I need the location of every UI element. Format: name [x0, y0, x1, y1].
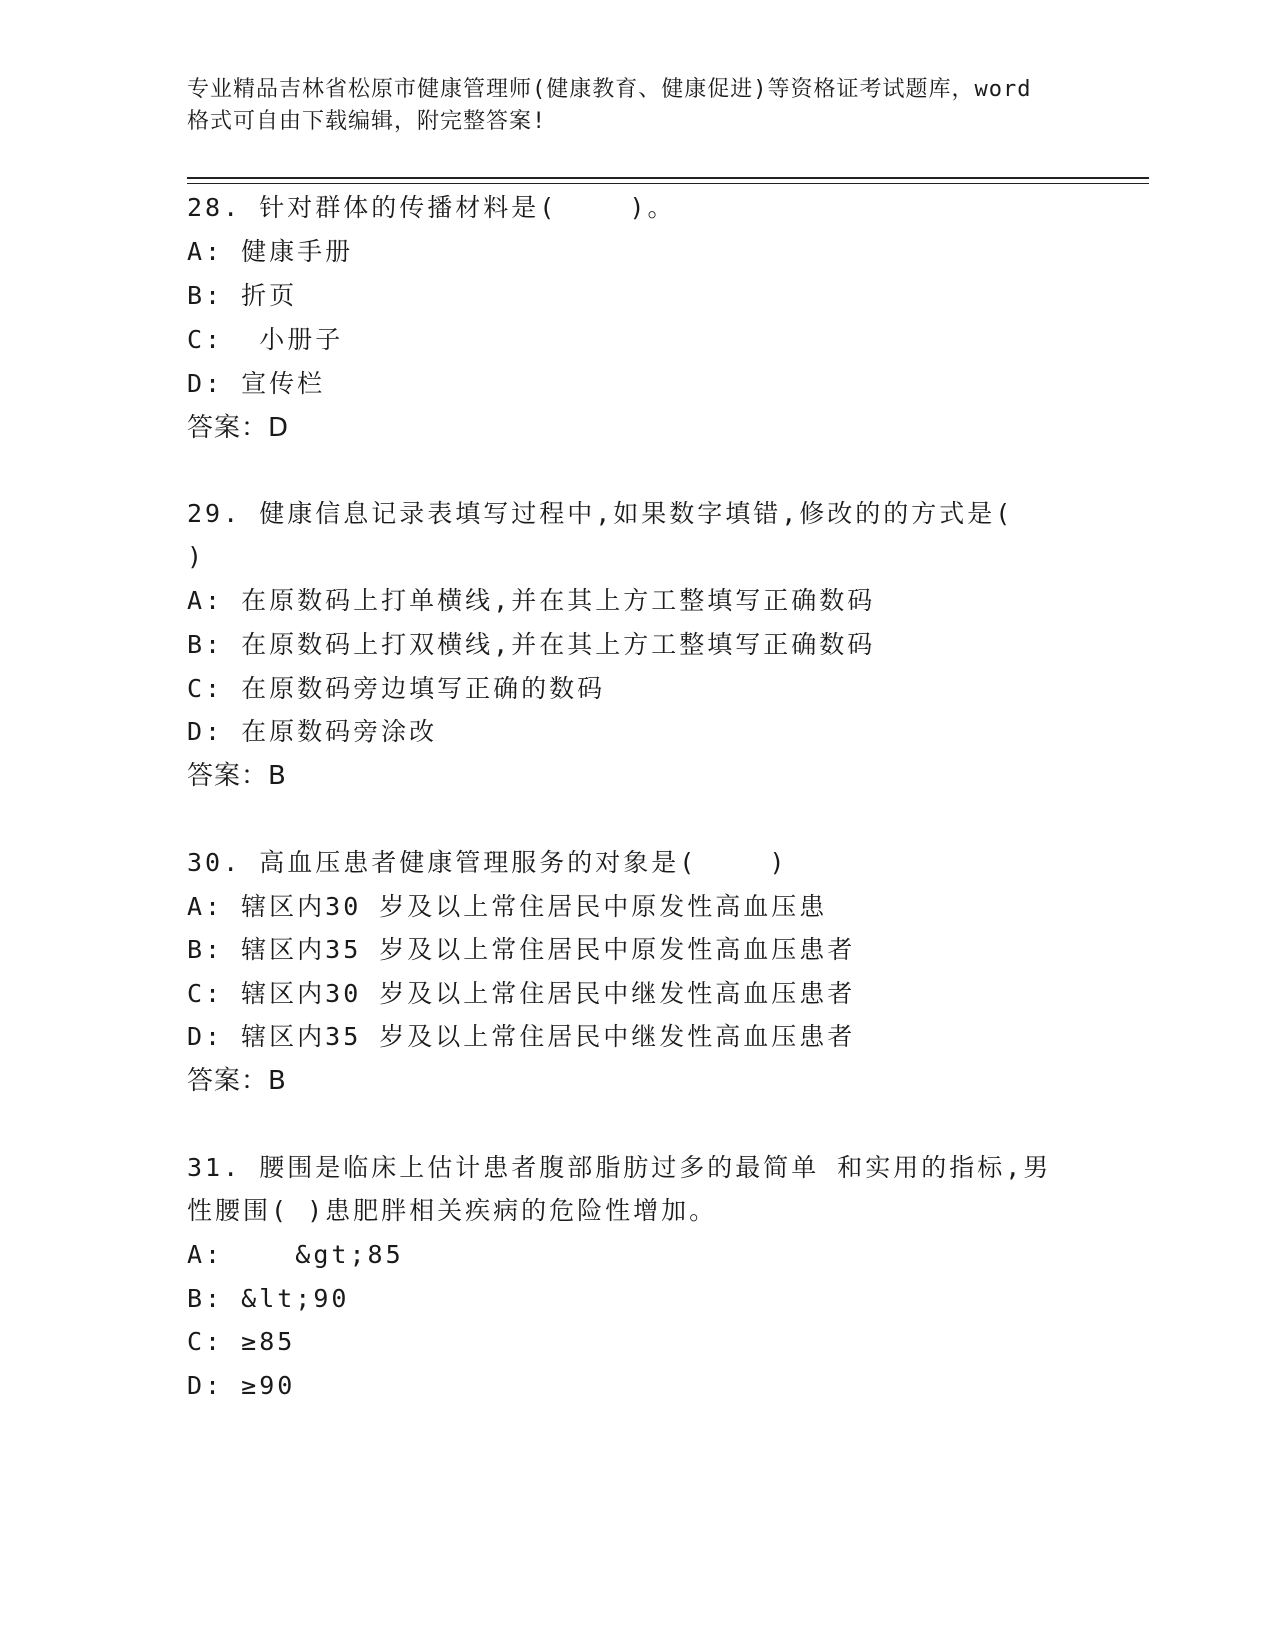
question-29-option-c: C: 在原数码旁边填写正确的数码: [187, 674, 606, 703]
question-31-option-c: C: ≥85: [187, 1327, 296, 1356]
question-29-answer: 答案：B: [187, 761, 287, 791]
question-28-option-a: A: 健康手册: [187, 237, 354, 266]
document-header: [187, 74, 1107, 138]
question-31-stem-line-1: 31. 腰围是临床上估计患者腹部脂肪过多的最简单 和实用的指标,男: [187, 1153, 1052, 1182]
question-29-option-a: A: 在原数码上打单横线,并在其上方工整填写正确数码: [187, 586, 876, 615]
header-divider-thin: [187, 183, 1149, 184]
question-30-option-a: A: 辖区内30 岁及以上常住居民中原发性高血压患: [187, 892, 828, 921]
question-31-stem-line-2: 性腰围( )患肥胖相关疾病的危险性增加。: [187, 1196, 718, 1225]
question-30-option-b: B: 辖区内35 岁及以上常住居民中原发性高血压患者: [187, 935, 856, 964]
question-29-stem-line-1: 29. 健康信息记录表填写过程中,如果数字填错,修改的的方式是(: [187, 499, 1014, 528]
question-28-option-d: D: 宣传栏: [187, 369, 326, 398]
question-30-option-c: C: 辖区内30 岁及以上常住居民中继发性高血压患者: [187, 979, 856, 1008]
question-30-option-d: D: 辖区内35 岁及以上常住居民中继发性高血压患者: [187, 1022, 856, 1051]
question-31-option-d: D: ≥90: [187, 1371, 296, 1400]
header-line-1: 专业精品吉林省松原市健康管理师(健康教育、健康促进)等资格证考试题库，word: [187, 77, 1032, 102]
question-29-option-b: B: 在原数码上打双横线,并在其上方工整填写正确数码: [187, 630, 876, 659]
question-28-option-c: C: 小册子: [187, 325, 344, 354]
question-30-stem: 30. 高血压患者健康管理服务的对象是( ): [187, 848, 788, 877]
header-divider-thick: [187, 177, 1149, 179]
question-30-answer: 答案：B: [187, 1066, 287, 1096]
question-31-option-b: B: &lt;90: [187, 1284, 350, 1313]
question-28-option-b: B: 折页: [187, 281, 298, 310]
header-line-2: 格式可自由下载编辑，附完整答案!: [187, 109, 547, 134]
question-29-option-d: D: 在原数码旁涂改: [187, 717, 438, 746]
question-28-stem: 28. 针对群体的传播材料是( )。: [187, 193, 676, 222]
question-29-stem-line-2: ): [187, 542, 206, 571]
question-31-option-a: A: &gt;85: [187, 1240, 404, 1269]
question-28-answer: 答案：D: [187, 413, 290, 443]
